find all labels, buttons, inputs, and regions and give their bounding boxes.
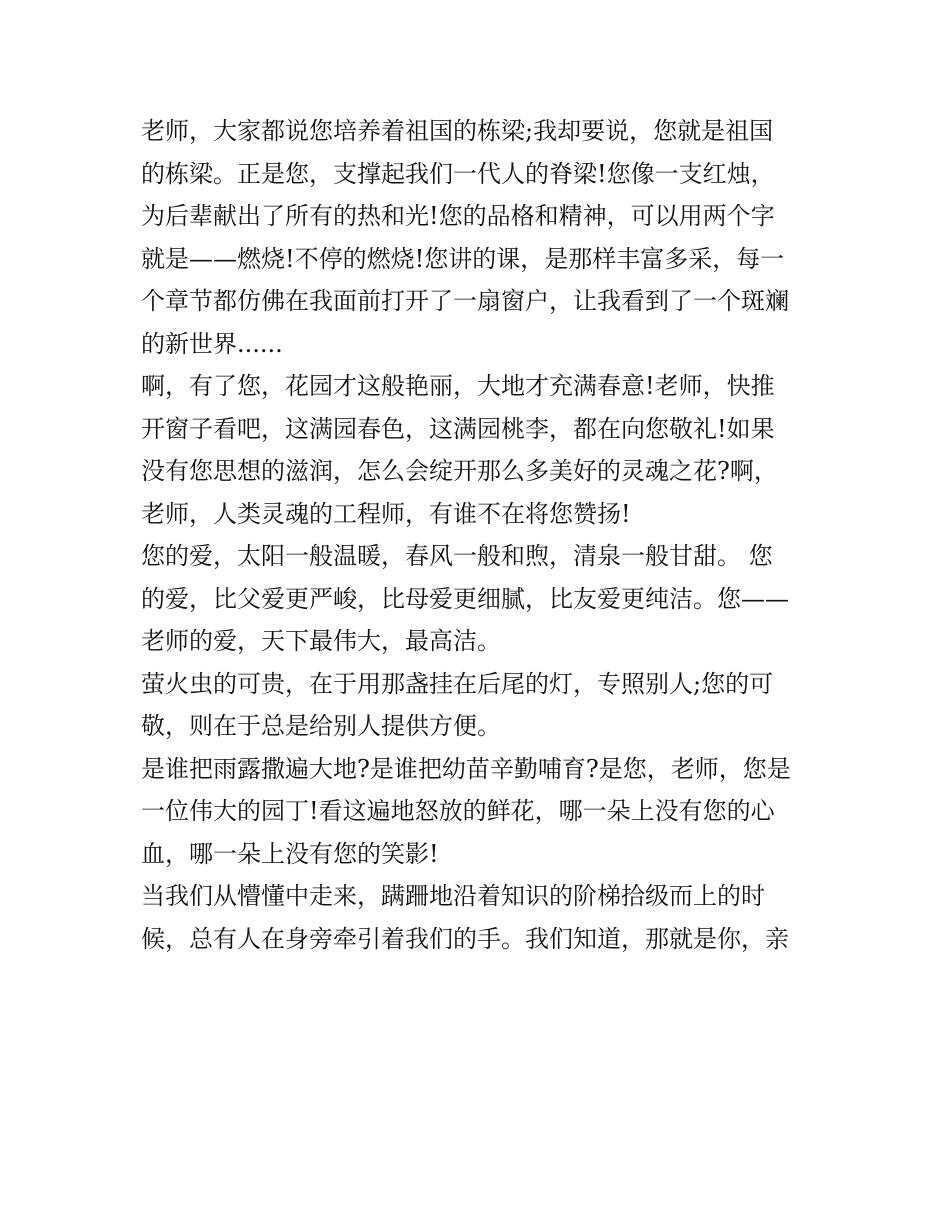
text-line: 的爱，比父爱更严峻，比母爱更细腻，比友爱更纯洁。您—— bbox=[141, 584, 789, 613]
text-line: 的新世界...... bbox=[141, 329, 283, 358]
text-line: 老师的爱，天下最伟大，最高洁。 bbox=[141, 627, 501, 655]
text-line: 老师，大家都说您培养着祖国的栋梁;我却要说，您就是祖国 bbox=[141, 117, 774, 145]
text-line: 当我们从懵懂中走来，蹒跚地沿着知识的阶梯拾级而上的时 bbox=[141, 882, 765, 910]
text-line: 是谁把雨露撒遍大地?是谁把幼苗辛勤哺育?是您，老师，您是 bbox=[141, 754, 791, 783]
text-line: 敬，则在于总是给别人提供方便。 bbox=[141, 712, 501, 740]
text-line: 就是——燃烧!不停的燃烧!您讲的课，是那样丰富多采，每一 bbox=[141, 244, 785, 273]
document-text bbox=[141, 110, 821, 960]
text-line: 您的爱，太阳一般温暖，春风一般和煦，清泉一般甘甜。 您 bbox=[141, 542, 773, 570]
text-line: 候，总有人在身旁牵引着我们的手。我们知道，那就是你，亲 bbox=[141, 924, 789, 953]
text-line: 没有您思想的滋润，怎么会绽开那么多美好的灵魂之花?啊， bbox=[141, 457, 778, 485]
text-line: 为后辈献出了所有的热和光!您的品格和精神，可以用两个字 bbox=[141, 202, 775, 230]
text-line: 啊，有了您，花园才这般艳丽，大地才充满春意!老师，快推 bbox=[141, 372, 775, 400]
text-line: 血，哪一朵上没有您的笑影! bbox=[141, 839, 439, 868]
text-line: 老师，人类灵魂的工程师，有谁不在将您赞扬! bbox=[141, 499, 631, 528]
text-line: 的栋梁。正是您，支撑起我们一代人的脊梁!您像一支红烛， bbox=[141, 159, 775, 188]
text-line: 萤火虫的可贵，在于用那盏挂在后尾的灯，专照别人;您的可 bbox=[141, 669, 774, 698]
text-line: 一位伟大的园丁!看这遍地怒放的鲜花，哪一朵上没有您的心 bbox=[141, 797, 775, 825]
text-line: 个章节都仿佛在我面前打开了一扇窗户，让我看到了一个斑斓 bbox=[141, 287, 789, 315]
text-line: 开窗子看吧，这满园春色，这满园桃李，都在向您敬礼!如果 bbox=[141, 414, 775, 443]
